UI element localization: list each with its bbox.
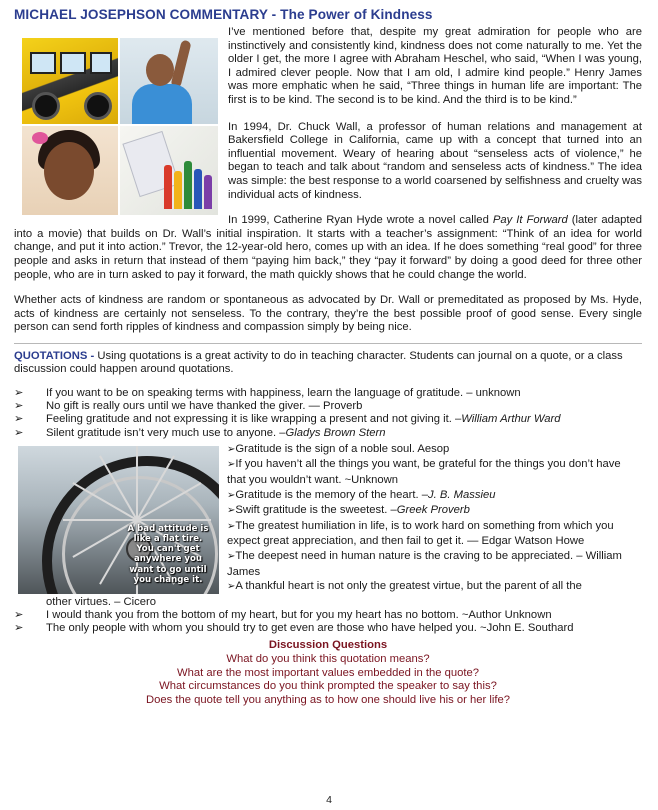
quotation-list-top	[14, 387, 642, 440]
school-bus-photo	[22, 38, 118, 124]
list-item: ➢The deepest need in human nature is the craving to be appreciated. – William James	[227, 550, 622, 578]
discussion-heading: Discussion Questions	[268, 639, 388, 652]
discussion-question: Does the quote tell you anything as to how one should live his or her life?	[146, 693, 510, 706]
page-number: 4	[326, 794, 332, 806]
image-caption: A bad attitude is like a flat tire. You can't get anywhere you want to go until you change it.	[127, 523, 209, 585]
quotation-list-bottom	[14, 609, 642, 635]
pay-it-forward-paragraph: In 1999, Catherine Ryan Hyde wrote a novel called Pay It Forward (later adapted into a movie) that builds on Dr. Wall’s initial inspiration. It starts with a teacher’s assignment: “Think of an idea for world change, and put it into action.” Trevor, the 12-year-old hero, comes up with an idea. If he does something “real good” for three people and asks in return that instead of them “paying him back,” they “pay it forward” by doing a good deed for three other people, who are in turn asked to pay it forward, the math quickly shows that he could change the world.	[14, 214, 642, 281]
page	[14, 6, 642, 707]
list-item: ➢ Silent gratitude isn’t very much use to anyone. –Gladys Brown Stern	[14, 426, 386, 439]
raised-hand-boy-photo	[120, 38, 218, 124]
page-title: MICHAEL JOSEPHSON COMMENTARY - The Power of Kindness	[14, 7, 433, 22]
quotations-intro: QUOTATIONS - Using quotations is a great activity to do in teaching character. Students can journal on a quote, or a class discussion could happen around quotations.	[14, 349, 623, 376]
discussion-question: What circumstances do you think prompted the speaker to say this?	[159, 680, 497, 693]
list-item: ➢The greatest humiliation in life, is to work hard on something from which you expect great appreciation, and then fail to get it. — Edgar Watson Howe	[227, 519, 614, 548]
discussion-questions	[14, 639, 642, 707]
list-item: ➢Swift gratitude is the sweetest. –Greek Proverb	[227, 504, 470, 517]
list-item: ➢If you haven’t all the things you want, be grateful for the things you don’t have that you wouldn’t want. ~Unknown	[227, 458, 621, 487]
list-item: ➢ If you want to be on speaking terms with happiness, learn the language of gratitude. – unknown	[14, 387, 521, 400]
closing-paragraph: Whether acts of kindness are random or spontaneous as advocated by Dr. Wall or premeditated as proposed by Ms. Hyde, acts of kindness are certainly not senseless. To the contrary, they’re the best possible proof of good sense. Every single person can send forth ripples of kindness and compassion simply by being nice.	[14, 294, 642, 334]
discussion-question: What do you think this quotation means?	[226, 653, 430, 666]
list-item: ➢A thankful heart is not only the greatest virtue, but the parent of all the	[227, 580, 582, 593]
quotations-heading: QUOTATIONS -	[14, 349, 95, 362]
quotation-continuation: other virtues. – Cicero	[46, 595, 157, 608]
bullet-arrow-icon: ➢	[14, 622, 24, 635]
bullet-arrow-icon: ➢	[14, 426, 24, 439]
bullet-arrow-icon: ➢	[14, 609, 24, 622]
bullet-arrow-icon: ➢	[14, 400, 24, 413]
list-item: ➢ No gift is really ours until we have thanked the giver. — Proverb	[14, 400, 363, 413]
section-divider	[14, 343, 642, 344]
intro-paragraph-1: I’ve mentioned before that, despite my great admiration for people who are instinctively and consistently kind, kindness does not come naturally to me. Yet the older I get, the more I agree with Abraham Heschel, who said, “When I was young, I admired clever people. Now that I am old, I admire kind people.” Henry James was more emphatic when he said, “Three things in human life are important: The first is to be kind. The second is to be kind. And the third is to be kind.”	[228, 26, 642, 106]
list-item: ➢Gratitude is the sign of a noble soul. Aesop	[227, 442, 450, 455]
book-title: Pay It Forward	[492, 214, 568, 227]
list-item: ➢ Feeling gratitude and not expressing it is like wrapping a present and not giving it. –William Arthur Ward	[14, 413, 561, 426]
smiling-girl-photo	[22, 126, 118, 215]
intro-paragraph-2: In 1994, Dr. Chuck Wall, a professor of human relations and management at Bakersfield College in California, came up with a concept that turned into an influential movement. Weary of hearing about “senseless acts of violence,” he began to teach and talk about “random and senseless acts of kindness.” The idea was simple: the best response to a world coarsened by selfishness and cruelty was individual acts of kindness.	[228, 120, 642, 201]
flat-tire-photo	[18, 446, 219, 594]
quotation-image-block	[14, 442, 642, 595]
bullet-arrow-icon: ➢	[14, 387, 24, 400]
crayons-photo	[120, 126, 218, 215]
photo-collage	[22, 38, 218, 215]
list-item: ➢ I would thank you from the bottom of my heart, but for you my heart has no bottom. ~Author Unknown	[14, 609, 552, 622]
bullet-arrow-icon: ➢	[14, 413, 24, 426]
list-item: ➢Gratitude is the memory of the heart. –J. B. Massieu	[227, 488, 496, 501]
discussion-question: What are the most important values embedded in the quote?	[176, 666, 480, 679]
list-item: ➢ The only people with whom you should try to get even are those who have helped you. ~John E. Southard	[14, 622, 574, 635]
